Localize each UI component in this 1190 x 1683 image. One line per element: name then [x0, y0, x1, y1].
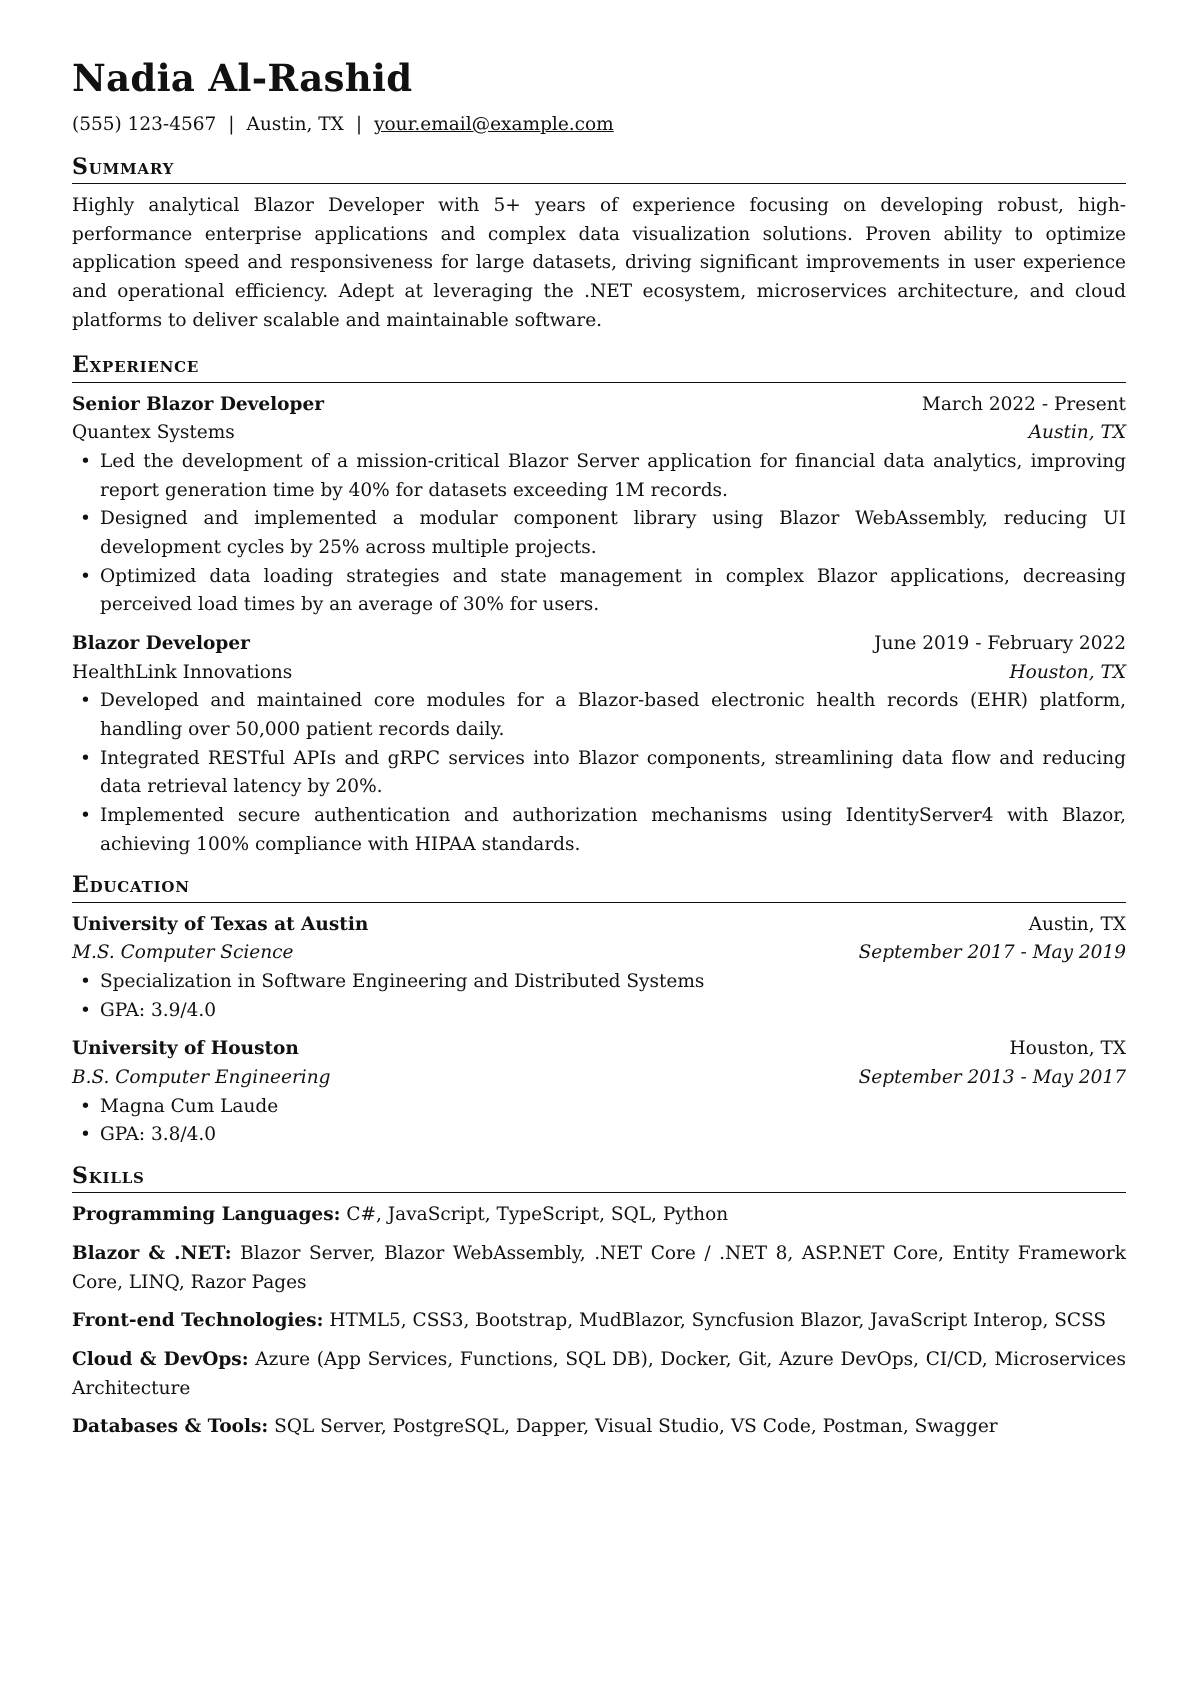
- skill-label: Cloud & DevOps:: [72, 1349, 249, 1371]
- bullet-text: Developed and maintained core modules for a Blazor-based electronic health records (EHR) platform, handling over 50,000 patient records daily.: [100, 690, 1126, 741]
- separator: |: [355, 113, 363, 135]
- skill-line: [72, 1413, 1126, 1442]
- skill-label: Blazor & .NET:: [72, 1243, 232, 1265]
- education-entry: [72, 911, 1126, 1026]
- bullet-icon: •: [80, 508, 91, 530]
- school-location: Houston, TX: [1009, 1038, 1126, 1060]
- degree-row: [72, 1064, 1126, 1093]
- skill-label: Programming Languages:: [72, 1204, 341, 1226]
- education-bullets: [72, 968, 1126, 1025]
- list-item: [72, 997, 1126, 1026]
- email-link[interactable]: your.email@example.com: [374, 113, 614, 135]
- degree-dates: September 2013 - May 2017: [858, 1067, 1126, 1089]
- job-entry: [72, 391, 1126, 620]
- skill-value: HTML5, CSS3, Bootstrap, MudBlazor, Syncfusion Blazor, JavaScript Interop, SCSS: [329, 1310, 1107, 1332]
- bullet-icon: •: [80, 1095, 91, 1117]
- list-item: [72, 563, 1126, 620]
- job-dates: June 2019 - February 2022: [874, 633, 1126, 655]
- degree-row: [72, 939, 1126, 968]
- skill-value: Azure (App Services, Functions, SQL DB), Docker, Git, Azure DevOps, CI/CD, Microservices Architecture: [72, 1349, 1126, 1399]
- experience-heading: Experience: [72, 353, 1126, 382]
- job-dates: March 2022 - Present: [921, 393, 1126, 415]
- school-name: University of Houston: [72, 1038, 299, 1060]
- bullet-text: Specialization in Software Engineering and Distributed Systems: [100, 971, 705, 993]
- bullet-text: Implemented secure authentication and authorization mechanisms using IdentityServer4 with Blazor, achieving 100% compliance with HIPAA standards.: [100, 805, 1126, 855]
- skill-line: [72, 1307, 1126, 1336]
- skill-line: [72, 1240, 1126, 1297]
- list-item: [72, 448, 1126, 505]
- bullet-icon: •: [80, 451, 91, 473]
- separator: |: [228, 113, 235, 135]
- list-item: [72, 968, 1126, 997]
- bullet-text: Magna Cum Laude: [100, 1095, 279, 1117]
- contact-line: [72, 113, 1126, 137]
- skill-line: [72, 1346, 1126, 1403]
- bullet-icon: •: [80, 565, 91, 587]
- list-item: [72, 745, 1126, 802]
- list-item: [72, 802, 1126, 859]
- education-entry: [72, 1035, 1126, 1150]
- bullet-text: Designed and implemented a modular component library using Blazor WebAssembly, reducing UI development cycles by 25% across multiple projects.: [100, 508, 1126, 559]
- job-entry: [72, 630, 1126, 859]
- job-location: Houston, TX: [1009, 661, 1126, 683]
- bullet-icon: •: [80, 999, 91, 1021]
- skill-label: Databases & Tools:: [72, 1416, 269, 1438]
- school-row: [72, 911, 1126, 940]
- list-item: [72, 687, 1126, 744]
- skill-value: C#, JavaScript, TypeScript, SQL, Python: [346, 1204, 729, 1226]
- list-item: [72, 505, 1126, 562]
- job-company-row: [72, 419, 1126, 448]
- bullet-text: GPA: 3.8/4.0: [100, 1124, 217, 1146]
- degree-dates: September 2017 - May 2019: [858, 942, 1126, 964]
- bullet-text: Led the development of a mission-critical Blazor Server application for financial data analytics, improving report generation time by 40% for datasets exceeding 1M records.: [100, 451, 1126, 501]
- school-row: [72, 1035, 1126, 1064]
- bullet-icon: •: [80, 971, 91, 993]
- candidate-name: Nadia Al-Rashid: [72, 56, 413, 100]
- degree: B.S. Computer Engineering: [72, 1067, 331, 1089]
- skill-label: Front-end Technologies:: [72, 1310, 324, 1332]
- degree: M.S. Computer Science: [72, 942, 294, 964]
- job-bullets: [72, 687, 1126, 859]
- skill-line: [72, 1201, 1126, 1230]
- bullet-icon: •: [80, 805, 91, 827]
- job-company: HealthLink Innovations: [72, 661, 293, 683]
- skill-value: SQL Server, PostgreSQL, Dapper, Visual Studio, VS Code, Postman, Swagger: [274, 1416, 998, 1438]
- summary-text: Highly analytical Blazor Developer with 5+ years of experience focusing on developing robust, high-performance enterprise applications and complex data visualization solutions. Proven ability to optimize application speed and responsiveness for large datasets, driving significant improvements in user experience and operational efficiency. Adept at leveraging the .NET ecosystem, microservices architecture, and cloud platforms to deliver scalable and maintainable software.: [72, 195, 1126, 331]
- resume-page: [72, 58, 1126, 1452]
- job-bullets: [72, 448, 1126, 620]
- location: Austin, TX: [246, 113, 344, 135]
- education-bullets: [72, 1093, 1126, 1150]
- bullet-icon: •: [80, 1124, 91, 1146]
- summary-heading: Summary: [72, 155, 1126, 184]
- bullet-text: Optimized data loading strategies and state management in complex Blazor applications, decreasing perceived load times by an average of 30% for users.: [100, 565, 1126, 616]
- job-location: Austin, TX: [1028, 422, 1126, 444]
- phone-number: (555) 123-4567: [72, 113, 217, 135]
- job-header-row: [72, 630, 1126, 659]
- bullet-text: GPA: 3.9/4.0: [100, 999, 217, 1021]
- job-company: Quantex Systems: [72, 422, 235, 444]
- school-name: University of Texas at Austin: [72, 913, 369, 935]
- job-role: Blazor Developer: [72, 633, 250, 655]
- skill-value: Blazor Server, Blazor WebAssembly, .NET Core / .NET 8, ASP.NET Core, Entity Framework Core, LINQ, Razor Pages: [72, 1243, 1126, 1293]
- bullet-icon: •: [80, 690, 91, 712]
- job-role: Senior Blazor Developer: [72, 393, 324, 415]
- bullet-text: Integrated RESTful APIs and gRPC services into Blazor components, streamlining data flow and reducing data retrieval latency by 20%.: [100, 747, 1126, 798]
- list-item: [72, 1093, 1126, 1122]
- skills-heading: Skills: [72, 1164, 1126, 1193]
- school-location: Austin, TX: [1028, 913, 1126, 935]
- education-heading: Education: [72, 873, 1126, 902]
- bullet-icon: •: [80, 747, 91, 769]
- job-header-row: [72, 391, 1126, 420]
- list-item: [72, 1121, 1126, 1150]
- job-company-row: [72, 659, 1126, 688]
